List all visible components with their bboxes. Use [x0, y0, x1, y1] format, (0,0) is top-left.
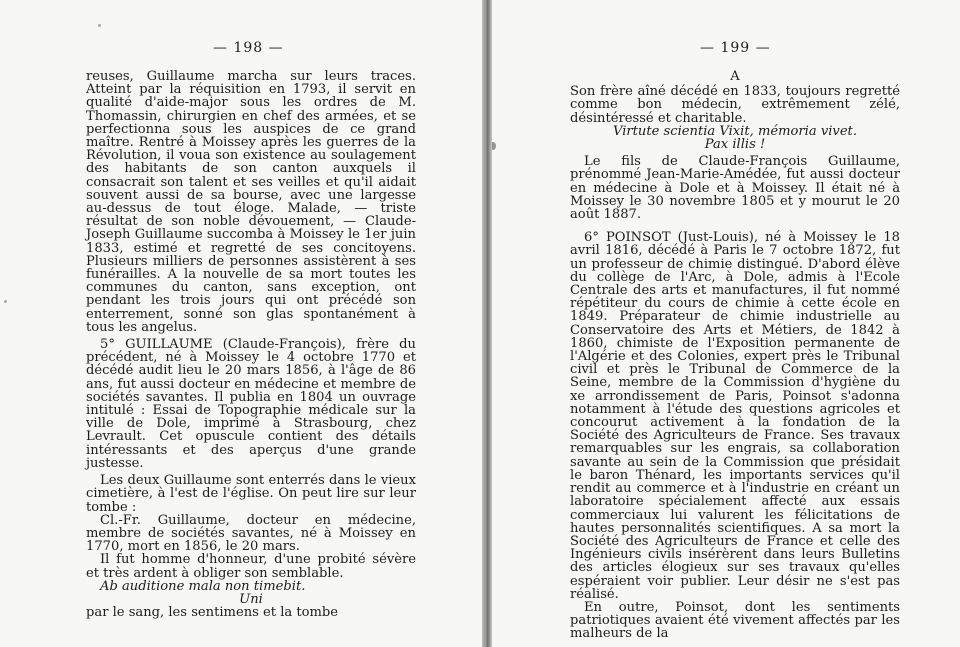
page-number: — 199 — — [700, 40, 771, 56]
page-text — [86, 70, 416, 619]
book-gutter — [482, 0, 492, 647]
paragraph: Il fut homme d'honneur, d'une probité sévère et très ardent à obliger son semblable. — [86, 552, 416, 581]
paragraph: Son frère aîné décédé en 1833, toujours regretté comme bon médecin, extrêmement zélé, désintéressé et charitable. — [570, 84, 900, 126]
epitaph-line: Uni — [239, 591, 263, 607]
paragraph: Les deux Guillaume sont enterrés dans le vieux cimetière, à l'est de l'église. On peut lire sur leur tombe : — [86, 473, 416, 515]
paragraph: Le fils de Claude-François Guillaume, prénommé Jean-Marie-Amédée, fut aussi docteur en médecine à Dole et à Moissey. Il était né à Moissey le 30 novembre 1805 et y mourut le 20 août 1887. — [570, 154, 900, 223]
paragraph: En outre, Poinsot, dont les sentiments patriotiques avaient été vivement affectés par les malheurs de la — [570, 599, 900, 642]
paragraph: Cl.-Fr. Guillaume, docteur en médecine, membre de sociétés savantes, né à Moissey en 1770, mort en 1856, le 20 mars. — [86, 512, 416, 555]
page-text — [570, 70, 900, 641]
paper-speck — [492, 142, 496, 150]
paragraph: 5° GUILLAUME (Claude-François), frère du précédent, né à Moissey le 4 octobre 1770 et décédé audit lieu le 20 mars 1856, à l'âge de 86 ans, fut aussi docteur en médecine et membre de sociétés savantes. Il publia en 1804 un ouvrage intitulé : Essai de Topographie médicale sur la ville de Dole, imprimé à Strasbourg, chez Levrault. Cet opuscule contient des détails intéressants et des aperçus d'une grande justesse. — [86, 337, 416, 471]
right-page — [492, 0, 960, 647]
epitaph-line: par le sang, les sentimens et la tombe — [86, 605, 339, 621]
paragraph: 6° POINSOT (Just-Louis), né à Moissey le 18 avril 1816, décédé à Paris le 7 octobre 1872, fut un professeur de chimie distingué. D'abord élève du collège de l'Arc, à Dole, admis à l'Ecole Centrale des arts et manufactures, il fut nommé répétiteur du cours de chimie à cette école en 1849. Préparateur de chimie industrielle au Conservatoire des Arts et Métiers, de 1842 à 1860, chimiste de l'Exposition permanente de l'Algérie et des Colonies, expert près le Tribunal civil et près le Tribunal de Commerce de la Seine, membre de la Commission d'hygiène du xe arrondissement de Paris, Poinsot s'adonna notamment à l'étude des questions agricoles et concourut activement à la fondation de la Société des Agriculteurs de France. Ses travaux remarquables sur les engrais, sa collaboration savante au sein de la Commission que présidait le baron Thénard, les importants services qu'il rendit au commerce et à l'industrie en créant un laboratoire spécialement affecté aux essais commerciaux lui valurent les félicitations de hautes personnalités scientifiques. A sa mort la Société des Agriculteurs de France et celle des Ingénieurs civils insérèrent dans leurs Bulletins des articles élogieux sur ses travaux qu'elles espéraient voir publier. Leur désir ne s'est pas réalisé. — [570, 230, 900, 602]
latin-motto: Ab auditione mala non timebit. — [100, 578, 306, 594]
latin-motto: Virtute scientia Vixit, mémoria vivet. — [613, 123, 857, 139]
paper-speck — [98, 24, 101, 27]
paper-speck — [4, 300, 7, 303]
epitaph-line: A — [730, 69, 740, 84]
paragraph: reuses, Guillaume marcha sur leurs traces. Atteint par la réquisition en 1793, il servit en qualité d'aide-major sous les ordres de M. Thomassin, chirurgien en chef des armées, et se perfectionna sous les auspices de ce grand maître. Rentré à Moissey après les guerres de la Révolution, il voua son existence au soulagement des habitants de son canton auxquels il consacrait son talent et ses veilles et qu'il aidait souvent aussi de sa bourse, avec une largesse au-dessus de tout éloge. Malade, — triste résultat de son noble dévouement, — Claude-Joseph Guillaume succomba à Moissey le 1er juin 1833, estimé et regretté de ses concitoyens. Plusieurs milliers de personnes assistèrent à ses funérailles. A la nouvelle de sa mort toutes les communes du canton, sans exception, ont pendant les trois jours qui ont précédé son enterrement, sonné son glas spontanément à tous les angelus. — [86, 69, 416, 335]
latin-motto: Pax illis ! — [704, 137, 766, 153]
page-number: — 198 — — [213, 40, 284, 56]
